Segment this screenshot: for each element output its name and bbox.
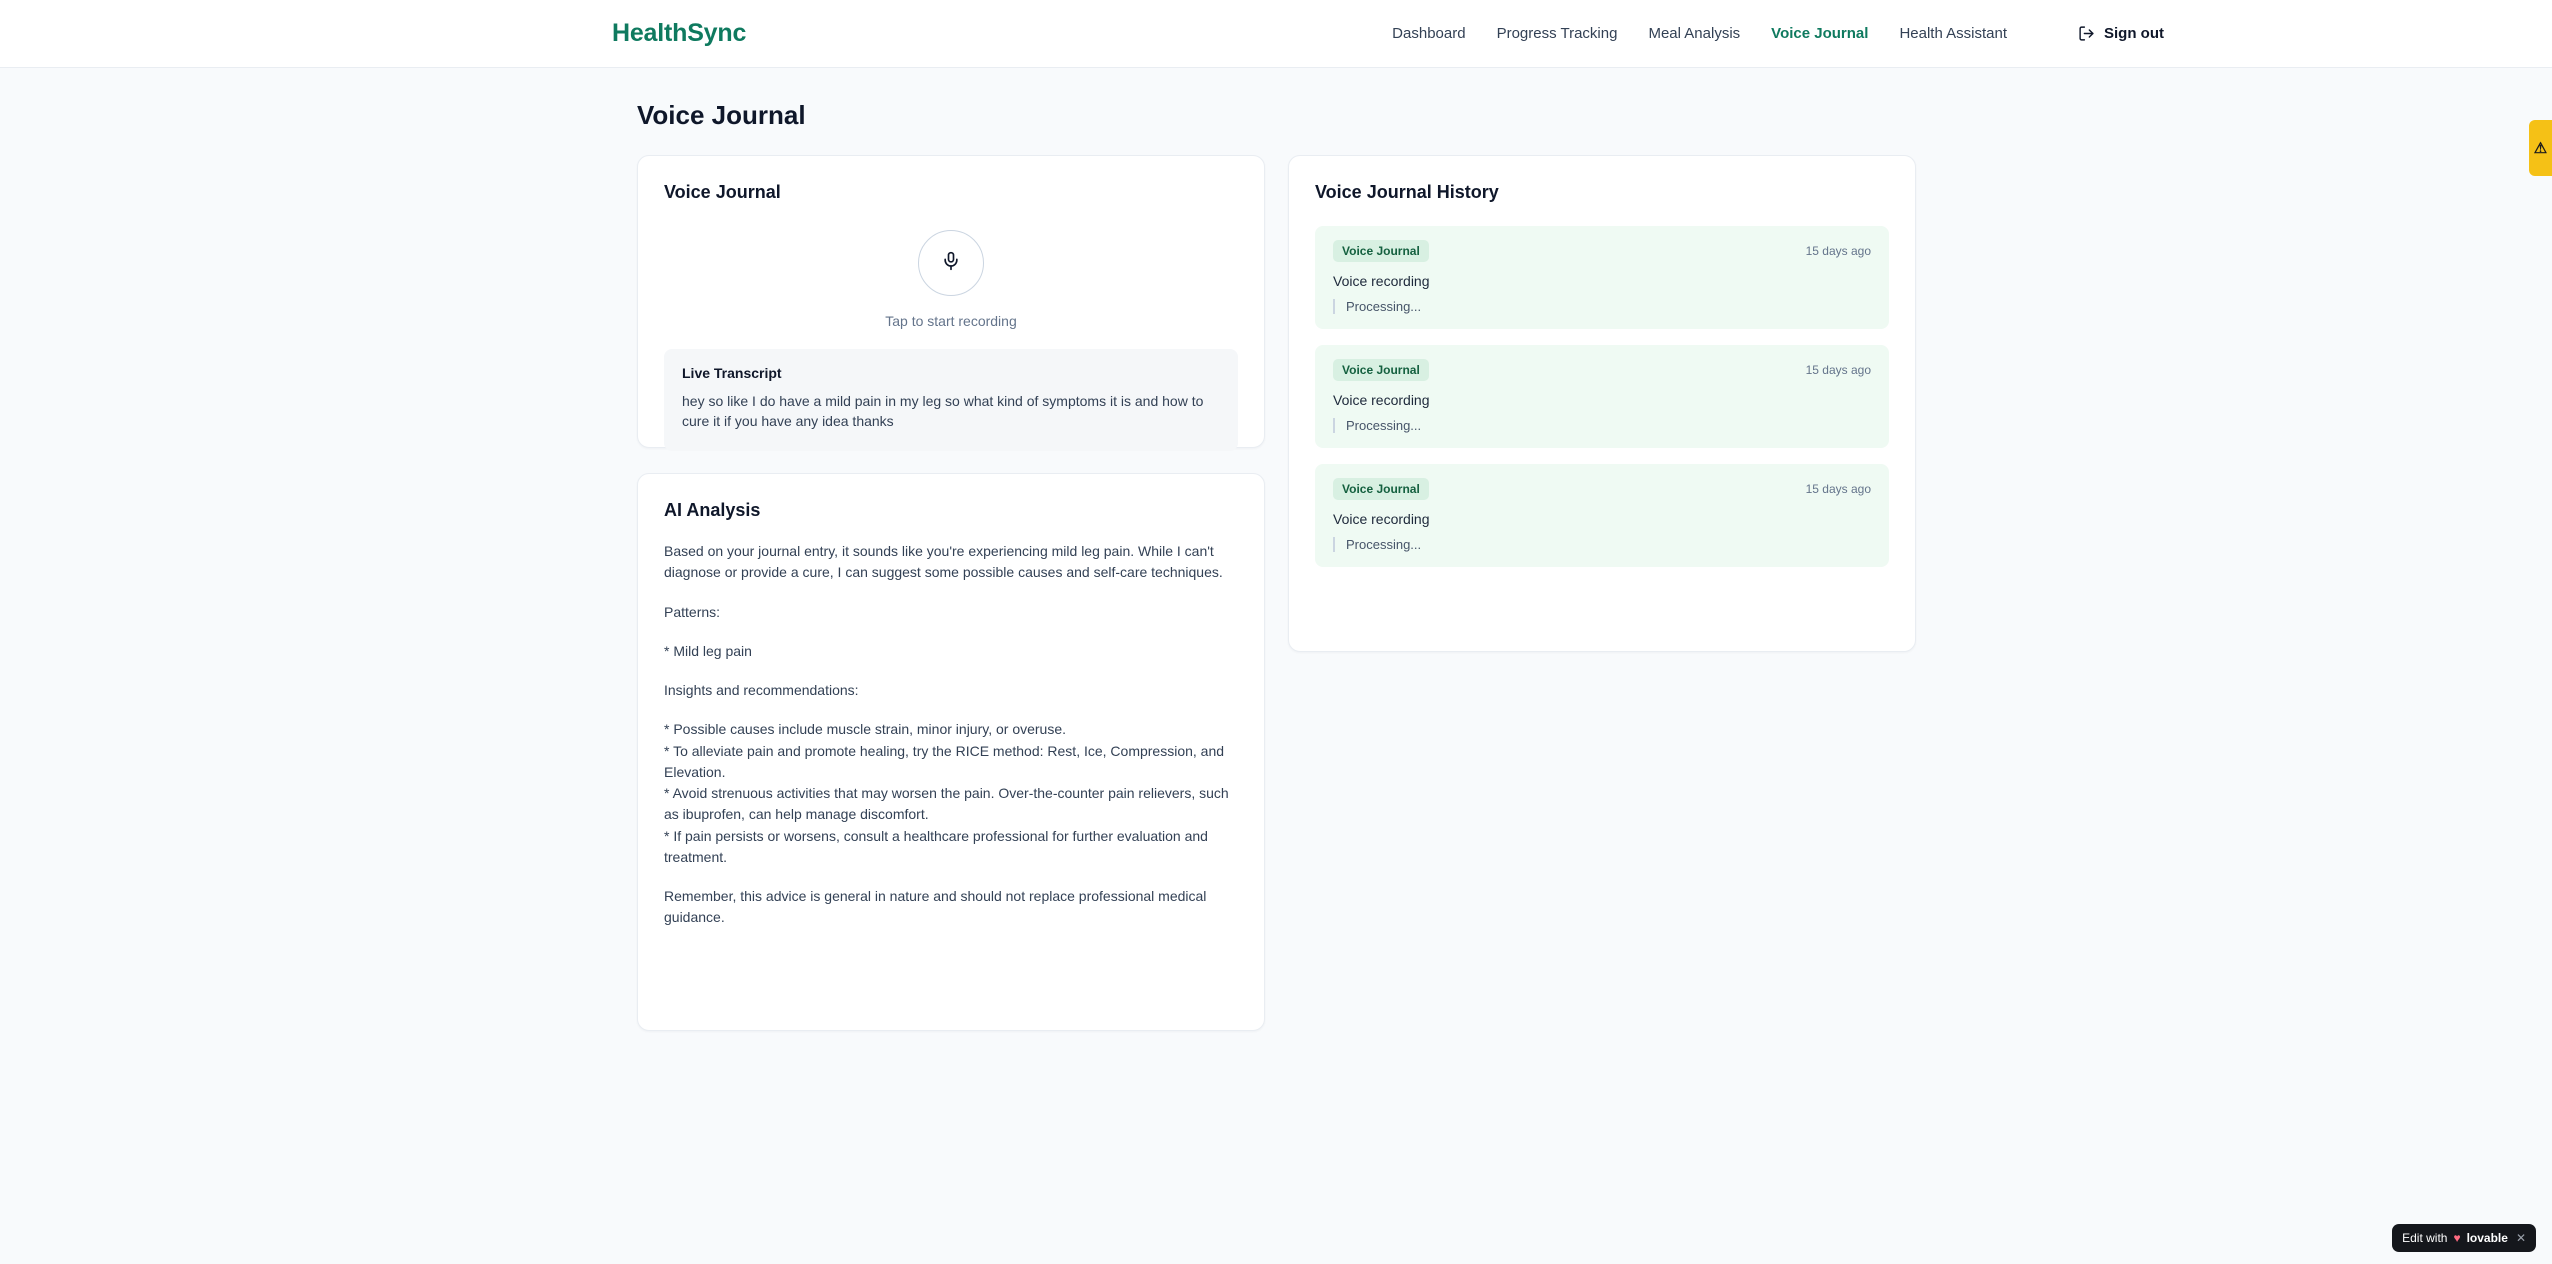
history-list xyxy=(1315,226,1889,567)
analysis-insight-item: * If pain persists or worsens, consult a healthcare professional for further evaluation and treatment. xyxy=(664,827,1208,865)
sign-out-button[interactable] xyxy=(2078,25,2164,42)
mic-area xyxy=(664,230,1238,329)
nav-item-health-assistant[interactable]: Health Assistant xyxy=(1899,25,2007,42)
history-item-status: Processing... xyxy=(1333,537,1871,552)
lovable-name-label: lovable xyxy=(2466,1231,2508,1245)
analysis-insight-item: * Possible causes include muscle strain, minor injury, or overuse. xyxy=(664,721,1067,738)
close-icon[interactable]: ✕ xyxy=(2515,1231,2526,1245)
history-item-timestamp: 15 days ago xyxy=(1805,482,1871,496)
history-list-item[interactable] xyxy=(1315,226,1889,329)
status-badge: Voice Journal xyxy=(1333,240,1429,262)
voice-journal-recorder-card xyxy=(637,155,1265,448)
record-button[interactable] xyxy=(918,230,984,296)
warning-icon: ⚠ xyxy=(2533,140,2548,157)
analysis-patterns-label: Patterns: xyxy=(664,603,721,620)
ai-analysis-body xyxy=(664,541,1236,929)
sign-out-icon xyxy=(2078,25,2095,42)
ai-analysis-card xyxy=(637,473,1265,1031)
history-item-timestamp: 15 days ago xyxy=(1805,244,1871,258)
nav-item-meal-analysis[interactable]: Meal Analysis xyxy=(1648,25,1741,42)
live-transcript-box xyxy=(664,349,1238,451)
nav-item-voice-journal[interactable]: Voice Journal xyxy=(1771,25,1869,42)
analysis-insight-item: * To alleviate pain and promote healing, try the RICE method: Rest, Ice, Compression, and Elevation. xyxy=(664,742,1225,780)
heart-icon: ♥ xyxy=(2453,1231,2461,1245)
live-transcript-label: Live Transcript xyxy=(682,365,782,381)
history-item-header xyxy=(1333,240,1871,262)
top-navbar xyxy=(0,0,2552,68)
page-title: Voice Journal xyxy=(637,100,806,130)
live-transcript-text: hey so like I do have a mild pain in my leg so what kind of symptoms it is and how to cure it if you have any idea thanks xyxy=(682,393,1204,430)
history-card-title: Voice Journal History xyxy=(1315,182,1499,202)
microphone-icon xyxy=(941,251,961,276)
voice-journal-history-card xyxy=(1288,155,1916,652)
history-item-timestamp: 15 days ago xyxy=(1805,363,1871,377)
history-item-title: Voice recording xyxy=(1333,392,1430,408)
edit-with-lovable-badge[interactable] xyxy=(2392,1224,2536,1252)
sign-out-label: Sign out xyxy=(2104,25,2164,42)
history-list-item[interactable] xyxy=(1315,345,1889,448)
nav-item-dashboard[interactable]: Dashboard xyxy=(1392,25,1466,42)
status-badge: Voice Journal xyxy=(1333,478,1429,500)
analysis-pattern-item: * Mild leg pain xyxy=(664,642,752,659)
recorder-card-title: Voice Journal xyxy=(664,182,781,202)
history-item-status: Processing... xyxy=(1333,299,1871,314)
lovable-prefix-label: Edit with xyxy=(2402,1231,2448,1245)
analysis-intro: Based on your journal entry, it sounds like you're experiencing mild leg pain. While I can't diagnose or provide a cure, I can suggest some possible causes and self-care techniques. xyxy=(664,543,1223,581)
status-badge: Voice Journal xyxy=(1333,359,1429,381)
history-list-item[interactable] xyxy=(1315,464,1889,567)
nav-item-progress-tracking[interactable]: Progress Tracking xyxy=(1496,25,1618,42)
record-hint: Tap to start recording xyxy=(885,313,1017,329)
history-item-title: Voice recording xyxy=(1333,273,1430,289)
brand-logo[interactable]: HealthSync xyxy=(612,19,747,47)
main-nav xyxy=(1392,25,2164,42)
warning-edge-tab[interactable] xyxy=(2529,120,2552,176)
analysis-footer: Remember, this advice is general in nature and should not replace professional medical guidance. xyxy=(664,888,1207,926)
analysis-insights-label: Insights and recommendations: xyxy=(664,682,859,699)
analysis-insight-list xyxy=(664,719,1236,868)
ai-analysis-title: AI Analysis xyxy=(664,500,761,520)
history-item-header xyxy=(1333,478,1871,500)
analysis-insight-item: * Avoid strenuous activities that may worsen the pain. Over-the-counter pain relievers, such as ibuprofen, can help manage discomfort. xyxy=(664,785,1229,823)
history-item-header xyxy=(1333,359,1871,381)
history-item-title: Voice recording xyxy=(1333,511,1430,527)
history-item-status: Processing... xyxy=(1333,418,1871,433)
